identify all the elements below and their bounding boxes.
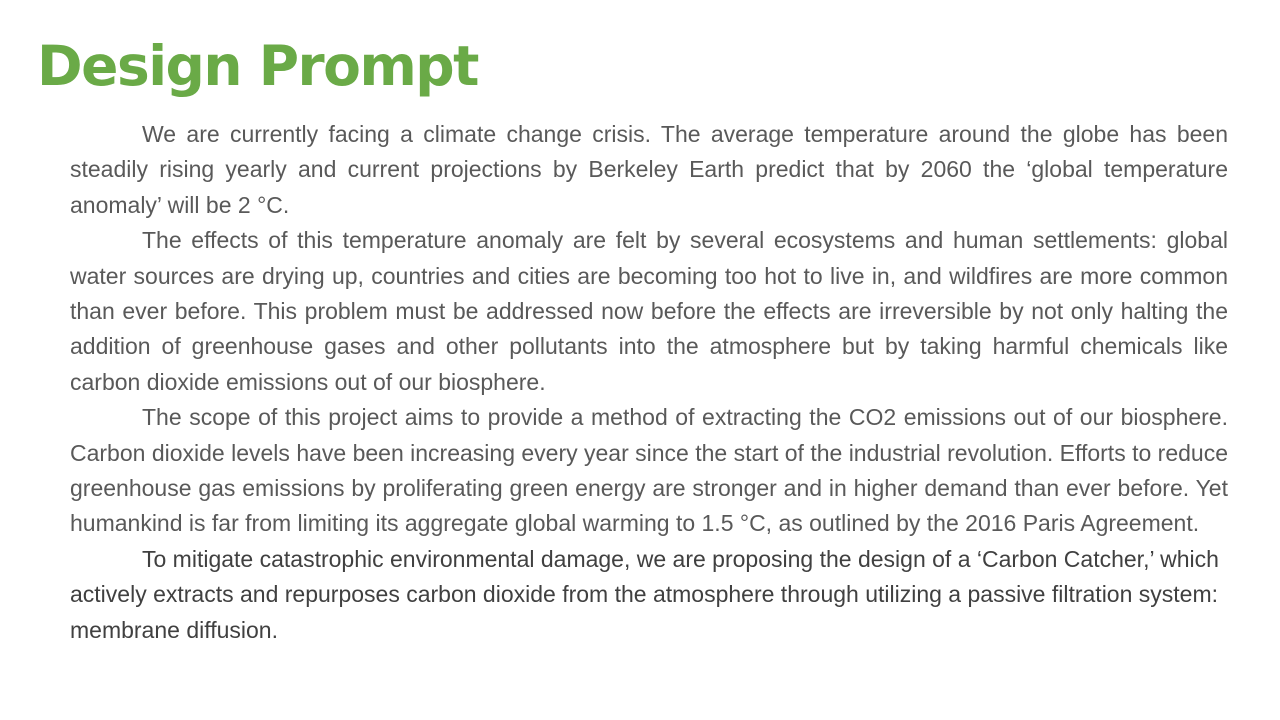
paragraph-effects: The effects of this temperature anomaly are felt by several ecosystems and human settlements: global water sources are drying up, countries and cities are becoming too hot to live in, and wildfires are more common than ever before. This problem must be addressed now before the effects are irreversible by not only halting the addition of greenhouse gases and other pollutants into the atmosphere but by taking harmful chemicals like carbon dioxide emissions out of our biosphere.	[70, 227, 1228, 395]
slide-body	[70, 117, 1228, 648]
paragraph-project-scope: The scope of this project aims to provide a method of extracting the CO2 emissions out of our biosphere. Carbon dioxide levels have been increasing every year since the start of the industrial revolution. Efforts to reduce greenhouse gas emissions by proliferating green energy are stronger and in higher demand than ever before. Yet humankind is far from limiting its aggregate global warming to 1.5 °C, as outlined by the 2016 Paris Agreement.	[70, 404, 1228, 537]
paragraph-climate-crisis: We are currently facing a climate change crisis. The average temperature around the globe has been steadily rising yearly and current projections by Berkeley Earth predict that by 2060 the ‘global temperature anomaly’ will be 2 °C.	[70, 121, 1228, 218]
paragraph-proposal: To mitigate catastrophic environmental damage, we are proposing the design of a ‘Carbon Catcher,’ which actively extracts and repurposes carbon dioxide from the atmosphere through utilizing a passive filtration system: membrane diffusion.	[70, 545, 1219, 643]
slide-title: Design Prompt	[37, 34, 478, 98]
